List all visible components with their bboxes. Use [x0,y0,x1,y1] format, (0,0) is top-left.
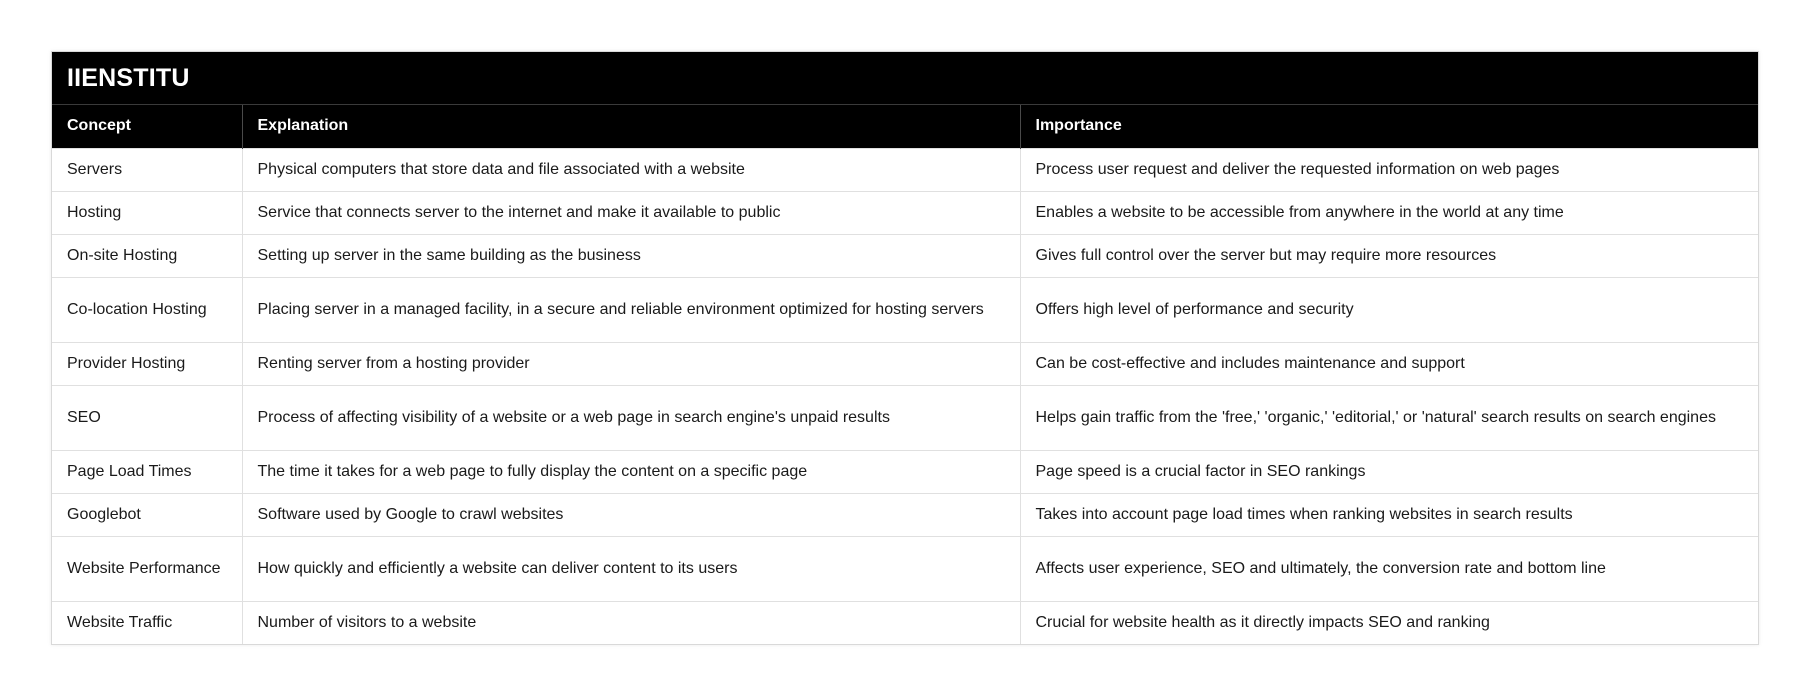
cell-concept: Page Load Times [52,450,242,493]
table-row [52,601,1758,644]
cell-importance: Page speed is a crucial factor in SEO rankings [1020,450,1758,493]
cell-explanation: How quickly and efficiently a website can deliver content to its users [242,536,1020,601]
cell-concept: Provider Hosting [52,342,242,385]
cell-concept: Googlebot [52,493,242,536]
cell-importance: Crucial for website health as it directly impacts SEO and ranking [1020,601,1758,644]
table-header [52,105,1758,148]
cell-concept: Website Traffic [52,601,242,644]
cell-importance: Helps gain traffic from the 'free,' 'organic,' 'editorial,' or 'natural' search results on search engines [1020,385,1758,450]
column-header-importance: Importance [1020,105,1758,148]
table-row [52,191,1758,234]
cell-explanation: Service that connects server to the internet and make it available to public [242,191,1020,234]
column-header-concept: Concept [52,105,242,148]
header-row [52,105,1758,148]
cell-explanation: Number of visitors to a website [242,601,1020,644]
cell-explanation: Process of affecting visibility of a website or a web page in search engine's unpaid results [242,385,1020,450]
cell-importance: Affects user experience, SEO and ultimately, the conversion rate and bottom line [1020,536,1758,601]
table-row [52,385,1758,450]
cell-importance: Takes into account page load times when ranking websites in search results [1020,493,1758,536]
table-row [52,277,1758,342]
cell-explanation: Setting up server in the same building as the business [242,234,1020,277]
column-header-explanation: Explanation [242,105,1020,148]
brand-title: IIENSTITU [52,52,1758,105]
cell-importance: Process user request and deliver the requested information on web pages [1020,148,1758,191]
cell-importance: Can be cost-effective and includes maintenance and support [1020,342,1758,385]
concept-table-container [51,51,1759,645]
cell-explanation: Renting server from a hosting provider [242,342,1020,385]
cell-importance: Enables a website to be accessible from anywhere in the world at any time [1020,191,1758,234]
cell-importance: Offers high level of performance and security [1020,277,1758,342]
table-row [52,450,1758,493]
cell-concept: Servers [52,148,242,191]
table-body [52,148,1758,644]
cell-concept: Hosting [52,191,242,234]
cell-explanation: Placing server in a managed facility, in a secure and reliable environment optimized for hosting servers [242,277,1020,342]
concept-table [52,105,1758,644]
table-row [52,342,1758,385]
cell-explanation: Software used by Google to crawl websites [242,493,1020,536]
table-row [52,536,1758,601]
cell-concept: SEO [52,385,242,450]
table-row [52,493,1758,536]
cell-explanation: The time it takes for a web page to fully display the content on a specific page [242,450,1020,493]
table-row [52,234,1758,277]
cell-importance: Gives full control over the server but may require more resources [1020,234,1758,277]
cell-concept: On-site Hosting [52,234,242,277]
cell-concept: Website Performance [52,536,242,601]
cell-explanation: Physical computers that store data and file associated with a website [242,148,1020,191]
cell-concept: Co-location Hosting [52,277,242,342]
table-row [52,148,1758,191]
